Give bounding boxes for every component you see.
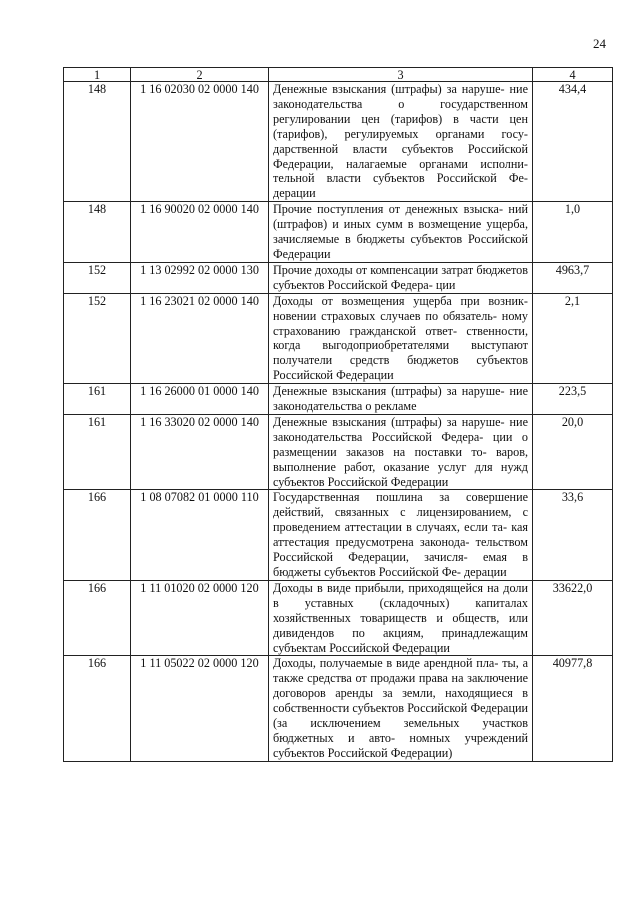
kbk-code-cell: 1 16 26000 01 0000 140 xyxy=(131,384,269,415)
description-line: доли в уставных (складочных) капиталах xyxy=(273,580,529,610)
admin-code-cell: 148 xyxy=(64,202,131,263)
description-line: Прочие доходы от компенсации затрат xyxy=(273,262,474,277)
description-line: ному страхованию гражданской ответ- xyxy=(273,308,528,338)
description-line: Российской Федерации xyxy=(273,232,529,261)
description-line: бюджетов субъектов Российской Федера- xyxy=(273,262,528,292)
description-line: ции о размещении заказов на поставки то- xyxy=(273,429,529,459)
description-line: для нужд субъектов Российской Федерации xyxy=(273,459,528,489)
description-line: Прочие поступления от денежных взыска- xyxy=(273,202,504,217)
table-row xyxy=(64,414,613,490)
table-header xyxy=(64,68,613,82)
admin-code-cell: 161 xyxy=(64,414,131,490)
description-line: субъектам Российской Федерации xyxy=(273,640,450,655)
description-line: заключение договоров аренды за земли, xyxy=(273,671,529,701)
description-line: выступают получатели средств бюджетов xyxy=(273,338,528,368)
description-line: Доходы в виде прибыли, приходящейся на xyxy=(273,580,500,595)
description-line: ты, а также средства от продажи права на xyxy=(273,656,528,686)
description-line: дерации xyxy=(273,186,316,201)
description-cell xyxy=(269,656,533,761)
description-line: регулировании цен (тарифов) в части цен xyxy=(273,111,528,126)
description-line: номных учреждений субъектов Российской xyxy=(273,730,528,760)
amount-cell: 20,0 xyxy=(533,414,613,490)
admin-code-cell: 152 xyxy=(64,293,131,383)
amount-cell: 434,4 xyxy=(533,82,613,202)
description-line: ние законодательства о рекламе xyxy=(273,384,528,414)
description-line: Российской Федерации (за исключением xyxy=(273,701,529,731)
description-cell xyxy=(269,414,533,490)
description-line: Денежные взыскания (штрафы) за наруше- xyxy=(273,384,505,399)
description-line: действий, связанных с лицензированием, с xyxy=(273,505,528,520)
header-col-2: 2 xyxy=(131,68,269,82)
amount-cell: 1,0 xyxy=(533,202,613,263)
description-line: Денежные взыскания (штрафы) за наруше- xyxy=(273,82,505,96)
kbk-code-cell: 1 11 01020 02 0000 120 xyxy=(131,580,269,656)
description-line: Денежные взыскания (штрафы) за наруше- xyxy=(273,414,505,429)
admin-code-cell: 166 xyxy=(64,490,131,580)
amount-cell: 33622,0 xyxy=(533,580,613,656)
admin-code-cell: 152 xyxy=(64,262,131,293)
admin-code-cell: 166 xyxy=(64,656,131,761)
description-line: хозяйственных товариществ и обществ, или xyxy=(273,610,528,625)
description-line: субъектов Российской Федерации xyxy=(273,353,528,383)
admin-code-cell: 148 xyxy=(64,82,131,202)
amount-cell: 2,1 xyxy=(533,293,613,383)
description-line: Доходы от возмещения ущерба при возник- xyxy=(273,293,528,308)
description-cell xyxy=(269,384,533,415)
description-line: кая аттестация предусмотрена законода- xyxy=(273,520,528,550)
description-line: находящиеся в собственности субъектов xyxy=(273,686,529,716)
table-row xyxy=(64,82,613,202)
table-row xyxy=(64,202,613,263)
description-line: ственности, когда выгодоприобретателями xyxy=(273,323,528,353)
description-line: дарственной власти субъектов Российской xyxy=(273,141,528,156)
header-row xyxy=(64,68,613,82)
description-line: ние законодательства о государственном xyxy=(273,82,528,111)
table-row xyxy=(64,656,613,761)
description-line: ние законодательства Российской Федера- xyxy=(273,414,528,444)
amount-cell: 33,6 xyxy=(533,490,613,580)
description-line: (тарифов), регулируемых органами госу- xyxy=(273,126,528,141)
description-cell xyxy=(269,82,533,202)
table-row xyxy=(64,490,613,580)
description-line: ции xyxy=(435,277,456,292)
description-cell xyxy=(269,490,533,580)
header-col-3: 3 xyxy=(269,68,533,82)
description-line: дерации xyxy=(463,565,507,579)
description-line: проведением аттестации в случаях, если та- xyxy=(273,520,508,535)
table-row xyxy=(64,384,613,415)
table-row xyxy=(64,262,613,293)
description-line: емая в бюджеты субъектов Российской Фе- xyxy=(273,550,529,579)
amount-cell: 4963,7 xyxy=(533,262,613,293)
description-line: новении страховых случаев по обязатель- xyxy=(273,308,497,323)
description-line: Федерации) xyxy=(390,745,453,760)
description-line: земельных участков бюджетных и авто- xyxy=(273,716,529,745)
admin-code-cell: 161 xyxy=(64,384,131,415)
header-col-1: 1 xyxy=(64,68,131,82)
table-row xyxy=(64,293,613,383)
description-line: варов, выполнение работ, оказание услуг xyxy=(273,444,529,474)
description-line: Федерации, налагаемые органами исполни- xyxy=(273,156,528,171)
description-line: тельной власти субъектов Российской Фе- xyxy=(273,171,528,186)
amount-cell: 223,5 xyxy=(533,384,613,415)
admin-code-cell: 166 xyxy=(64,580,131,656)
kbk-code-cell: 1 08 07082 01 0000 110 xyxy=(131,490,269,580)
description-line: дивидендов по акциям, принадлежащим xyxy=(273,625,528,640)
kbk-code-cell: 1 16 33020 02 0000 140 xyxy=(131,414,269,490)
description-cell xyxy=(269,293,533,383)
header-col-4: 4 xyxy=(533,68,613,82)
revenue-table xyxy=(63,67,613,762)
page-number: 24 xyxy=(593,36,606,51)
table-row xyxy=(64,580,613,656)
description-line: Доходы, получаемые в виде арендной пла- xyxy=(273,656,499,671)
kbk-code-cell: 1 11 05022 02 0000 120 xyxy=(131,656,269,761)
amount-cell: 40977,8 xyxy=(533,656,613,761)
description-line: ний (штрафов) и иных сумм в возмещение xyxy=(273,202,528,232)
description-cell xyxy=(269,262,533,293)
kbk-code-cell: 1 16 02030 02 0000 140 xyxy=(131,82,269,202)
description-line: ущерба, зачисляемые в бюджеты субъектов xyxy=(273,217,528,247)
kbk-code-cell: 1 16 23021 02 0000 140 xyxy=(131,293,269,383)
description-cell xyxy=(269,202,533,263)
kbk-code-cell: 1 16 90020 02 0000 140 xyxy=(131,202,269,263)
kbk-code-cell: 1 13 02992 02 0000 130 xyxy=(131,262,269,293)
table-body xyxy=(64,82,613,762)
description-line: Государственная пошлина за совершение xyxy=(273,490,528,505)
description-line: тельством Российской Федерации, зачисля- xyxy=(273,535,528,565)
description-cell xyxy=(269,580,533,656)
